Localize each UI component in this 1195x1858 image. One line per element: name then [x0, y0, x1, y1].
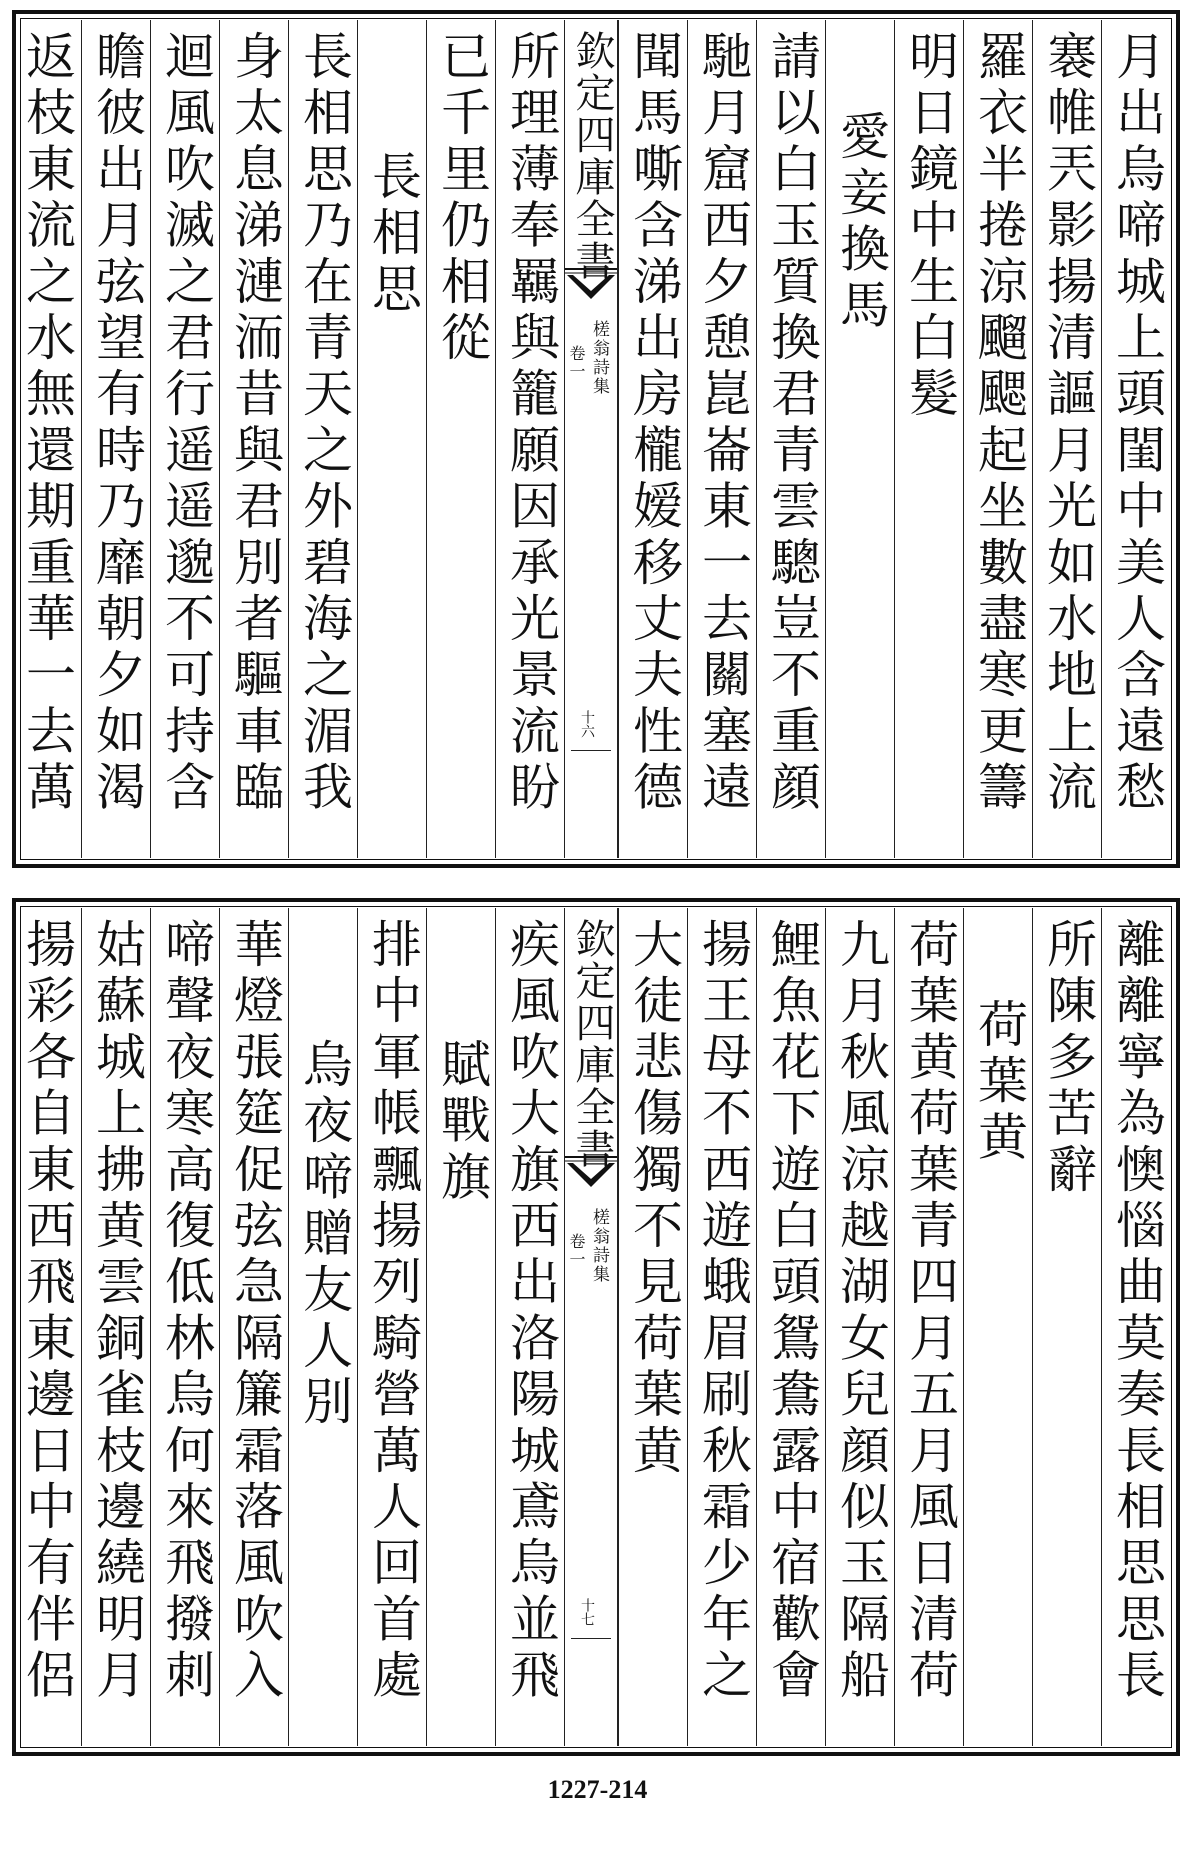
verse-line: 所陳多苦辭 [1039, 918, 1097, 1199]
verse-line: 鯉魚花下遊白頭鴛鴦露中宿歡會 [763, 918, 821, 1705]
text-column [219, 908, 288, 1746]
text-column [357, 20, 426, 858]
book-title: 槎翁詩集 [589, 320, 609, 396]
verse-line: 馳月窟西夕憩崑崙東一去關塞遠 [694, 30, 752, 817]
divider [571, 750, 611, 751]
text-column [12, 20, 81, 858]
verse-line: 明日鏡中生白髮 [901, 30, 959, 424]
verse-line: 啼聲夜寒高復低林烏何來飛撥刺 [157, 918, 215, 1705]
verse-line: 聞馬嘶含涕出房櫳嫒移丈夫性德 [625, 30, 683, 817]
verse-line: 荷葉黄荷葉青四月五月風日清荷 [901, 918, 959, 1705]
verse-line: 華燈張筵促弦急隔簾霜落風吹入 [226, 918, 284, 1705]
page-number: 十六 [579, 710, 595, 738]
verse-line: 九月秋風涼越湖女兒顔似玉隔船 [832, 918, 890, 1705]
book-title: 槎翁詩集 [589, 1208, 609, 1284]
verse-line: 迴風吹滅之君行遥遥邈不可持含 [157, 30, 215, 817]
text-column [219, 20, 288, 858]
text-column [825, 908, 894, 1746]
volume-label: 卷一 [567, 1233, 586, 1269]
text-column [288, 908, 357, 1746]
text-column [12, 908, 81, 1746]
verse-line: 月出烏啼城上頭閨中美人含遠愁 [1108, 30, 1166, 817]
text-column [963, 908, 1032, 1746]
text-column [618, 20, 687, 858]
library-title: 欽定四庫全書 [569, 918, 615, 1170]
text-column [81, 20, 150, 858]
verse-line: 離離寧為懊惱曲莫奏長相思思長 [1108, 918, 1166, 1705]
center-fold [564, 20, 618, 858]
text-column [687, 908, 756, 1746]
verse-line: 所理薄奉羈與籠願因承光景流盼 [502, 30, 560, 817]
text-column [894, 20, 963, 858]
text-column [618, 908, 687, 1746]
library-title: 欽定四庫全書 [569, 30, 615, 282]
divider [571, 1638, 611, 1639]
verse-line: 瞻彼出月弦望有時乃靡朝夕如渴 [88, 30, 146, 817]
page-footer: 1227-214 [547, 1775, 648, 1804]
text-column [495, 20, 564, 858]
text-column [357, 908, 426, 1746]
text-column [825, 20, 894, 858]
text-column [426, 908, 495, 1746]
text-column [756, 908, 825, 1746]
text-column [288, 20, 357, 858]
verse-line: 揚彩各自東西飛東邊日中有伴侶 [18, 918, 76, 1705]
poem-title: 荷葉黄 [970, 998, 1028, 1167]
verse-line: 已千里仍相從 [433, 30, 491, 368]
poem-title: 賦戰旗 [433, 1038, 491, 1207]
text-column [426, 20, 495, 858]
poem-title: 愛妾換馬 [832, 110, 890, 335]
text-column [150, 908, 219, 1746]
verse-line: 長相思乃在青天之外碧海之湄我 [295, 30, 353, 817]
text-column [81, 908, 150, 1746]
verse-line: 姑蘇城上拂黄雲銅雀枝邊繞明月 [88, 918, 146, 1705]
poem-title: 長相思 [364, 150, 422, 319]
center-fold [564, 908, 618, 1746]
volume-label: 卷一 [567, 345, 586, 381]
verse-line: 褰帷兲影揚清謳月光如水地上流 [1039, 30, 1097, 817]
text-column [150, 20, 219, 858]
fish-tail-icon [565, 265, 617, 305]
page-number: 十七 [579, 1598, 595, 1626]
text-column [1032, 20, 1101, 858]
text-column [894, 908, 963, 1746]
text-column [1032, 908, 1101, 1746]
text-columns [18, 20, 1170, 858]
page-bottom [12, 898, 1180, 1756]
fish-tail-icon [565, 1153, 617, 1193]
poem-title: 烏夜啼贈友人別 [295, 1038, 353, 1432]
verse-line: 大徒悲傷獨不見荷葉黄 [625, 918, 683, 1480]
verse-line: 身太息涕漣洏昔與君別者驅車臨 [226, 30, 284, 817]
text-column [687, 20, 756, 858]
verse-line: 排中軍帳飄揚列騎營萬人回首處 [364, 918, 422, 1705]
verse-line: 返枝東流之水無還期重華一去萬 [18, 30, 76, 817]
verse-line: 揚王母不西遊蛾眉刷秋霜少年之 [694, 918, 752, 1705]
text-column [1101, 20, 1170, 858]
text-columns [18, 908, 1170, 1746]
text-column [756, 20, 825, 858]
verse-line: 疾風吹大旗西出洛陽城鳶烏並飛 [502, 918, 560, 1705]
page-top [12, 10, 1180, 868]
text-column [495, 908, 564, 1746]
text-column [1101, 908, 1170, 1746]
text-column [963, 20, 1032, 858]
verse-line: 請以白玉質換君青雲驄豈不重顔 [763, 30, 821, 817]
verse-line: 羅衣半捲涼飀颸起坐數盡寒更籌 [970, 30, 1028, 817]
